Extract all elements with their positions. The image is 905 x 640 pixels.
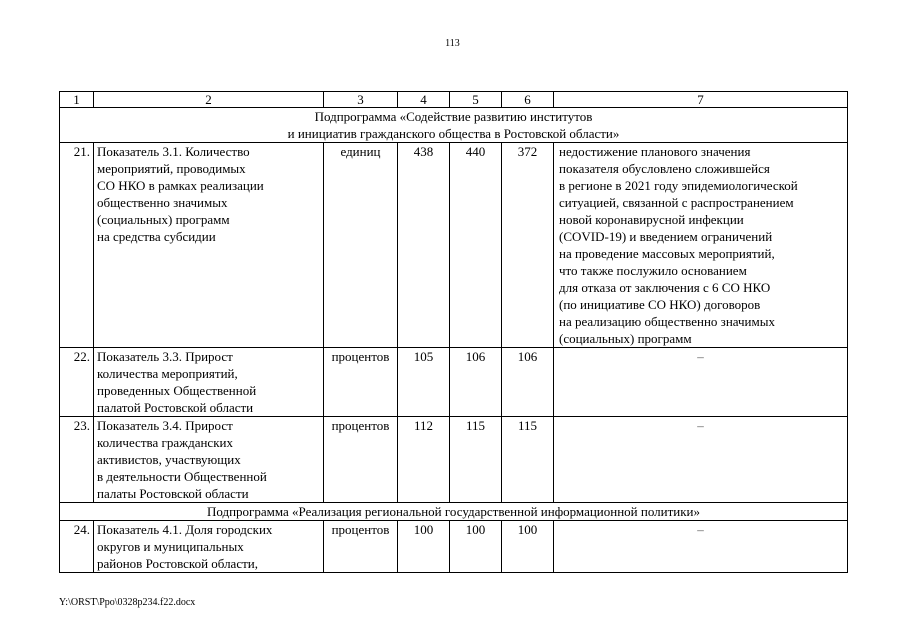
row-number: 24. [60, 521, 94, 573]
reason-cell: – [554, 417, 848, 503]
reason-cell: – [554, 348, 848, 417]
column-number: 3 [324, 92, 398, 108]
value-cell: 112 [398, 417, 450, 503]
unit-cell: процентов [324, 348, 398, 417]
reason-cell: недостижение планового значения показателя обусловлено сложившейся в регионе в 2021 году эпидемиологической ситуацией, связанной с распространением новой коронавирусной инфекции (COVID-19) и введением ограничений на проведение массовых мероприятий, что также послужило основанием для отказа от заключения с 6 СО НКО (по инициативе СО НКО) договоров на реализацию общественно значимых (социальных) программ [554, 143, 848, 348]
column-number: 4 [398, 92, 450, 108]
value-cell: 106 [502, 348, 554, 417]
reason-cell: – [554, 521, 848, 573]
value-cell: 100 [398, 521, 450, 573]
indicator-name: Показатель 3.3. Прирост количества мероприятий, проведенных Общественной палатой Ростовской области [94, 348, 324, 417]
column-number: 6 [502, 92, 554, 108]
column-number: 2 [94, 92, 324, 108]
subprogram-title: Подпрограмма «Реализация региональной государственной информационной политики» [60, 503, 848, 521]
unit-cell: единиц [324, 143, 398, 348]
column-number: 7 [554, 92, 848, 108]
indicator-name: Показатель 4.1. Доля городских округов и муниципальных районов Ростовской области, [94, 521, 324, 573]
page-number: 113 [445, 38, 460, 49]
indicator-name: Показатель 3.1. Количество мероприятий, проводимых СО НКО в рамках реализации общественно значимых (социальных) программ на средства субсидии [94, 143, 324, 348]
table-row [60, 348, 848, 417]
indicator-table [59, 91, 848, 573]
value-cell: 372 [502, 143, 554, 348]
value-cell: 100 [450, 521, 502, 573]
unit-cell: процентов [324, 417, 398, 503]
row-number: 21. [60, 143, 94, 348]
unit-cell: процентов [324, 521, 398, 573]
subprogram-row [60, 503, 848, 521]
column-number: 1 [60, 92, 94, 108]
row-number: 22. [60, 348, 94, 417]
value-cell: 105 [398, 348, 450, 417]
file-path-footer: Y:\ORST\Ppo\0328p234.f22.docx [59, 597, 196, 608]
value-cell: 438 [398, 143, 450, 348]
subprogram-title: Подпрограмма «Содействие развитию институтов и инициатив гражданского общества в Ростовской области» [60, 108, 848, 143]
table-row [60, 521, 848, 573]
value-cell: 440 [450, 143, 502, 348]
subprogram-row [60, 108, 848, 143]
table-row [60, 417, 848, 503]
table-row [60, 143, 848, 348]
value-cell: 100 [502, 521, 554, 573]
value-cell: 106 [450, 348, 502, 417]
value-cell: 115 [450, 417, 502, 503]
indicator-name: Показатель 3.4. Прирост количества гражданских активистов, участвующих в деятельности Общественной палаты Ростовской области [94, 417, 324, 503]
column-number: 5 [450, 92, 502, 108]
column-number-row [60, 92, 848, 108]
value-cell: 115 [502, 417, 554, 503]
row-number: 23. [60, 417, 94, 503]
